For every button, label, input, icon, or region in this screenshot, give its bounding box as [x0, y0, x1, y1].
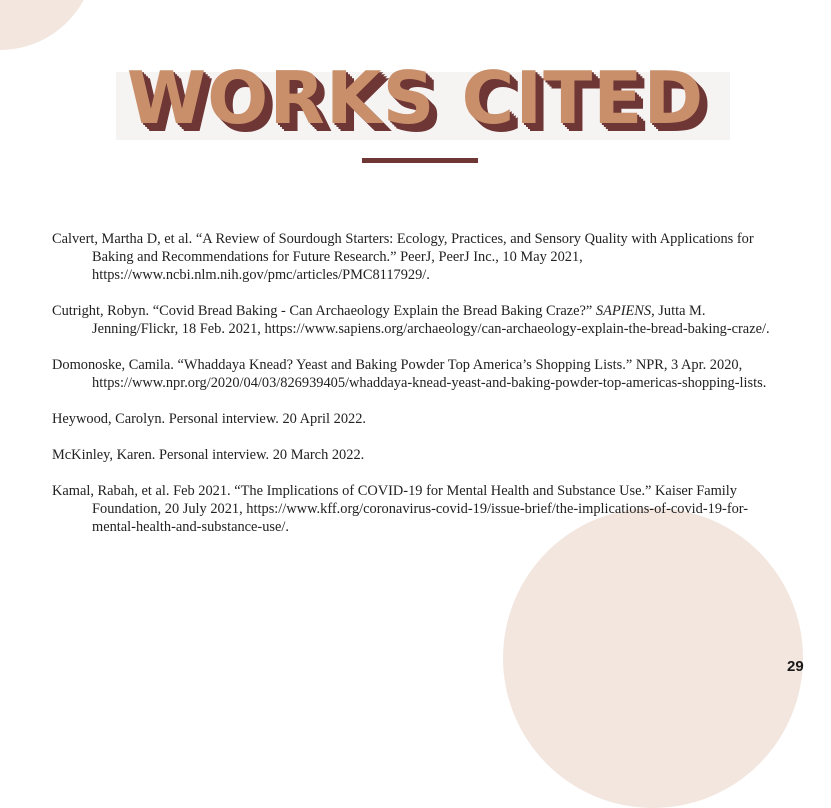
citation-text: Domonoske, Camila. “Whaddaya Knead? Yeast and Baking Powder Top America’s Shopping Lists.” NPR, 3 Apr. 2020, https://www.npr.org/2020/04/03/826939405/whaddaya-knead-yeast-and-baking-powder-top-americas-shopping-lists.	[52, 357, 767, 391]
citation-list	[52, 230, 787, 554]
citation-entry	[52, 356, 787, 392]
citation-text: Calvert, Martha D, et al. “A Review of Sourdough Starters: Ecology, Practices, and Sensory Quality with Applications for Baking and Recommendations for Future Research.” PeerJ, PeerJ Inc., 10 May 2021, https://www.ncbi.nlm.nih.gov/pmc/articles/PMC8117929/.	[52, 231, 754, 283]
citation-text: Kamal, Rabah, et al. Feb 2021. “The Implications of COVID-19 for Mental Health and Substance Use.” Kaiser Family Foundation, 20 July 2021, https://www.kff.org/coronavirus-covid-19/issue-brief/the-implications-of-covid-19-for-mental-health-and-substance-use/.	[52, 483, 749, 535]
title-underline	[362, 158, 478, 163]
citation-entry	[52, 410, 787, 428]
title-block	[0, 54, 831, 164]
citation-text-start: Cutright, Robyn. “Covid Bread Baking - Can Archaeology Explain the Bread Baking Craze?”	[52, 303, 596, 319]
citation-text: McKinley, Karen. Personal interview. 20 March 2022.	[52, 447, 365, 463]
citation-entry	[52, 302, 787, 338]
citation-entry	[52, 446, 787, 464]
citation-text: Heywood, Carolyn. Personal interview. 20 April 2022.	[52, 411, 367, 427]
citation-entry	[52, 482, 787, 536]
citation-italic-source: SAPIENS,	[595, 303, 655, 319]
page-title: WORKS CITED	[126, 56, 705, 140]
page-number: 29	[787, 658, 804, 675]
citation-text-end: Jutta M. Jenning/Flickr, 18 Feb. 2021, https://www.sapiens.org/archaeology/can-archaeology-explain-the-bread-baking-craze/.	[92, 303, 770, 337]
citation-entry	[52, 230, 787, 284]
decorative-circle-top-left	[0, 0, 95, 50]
